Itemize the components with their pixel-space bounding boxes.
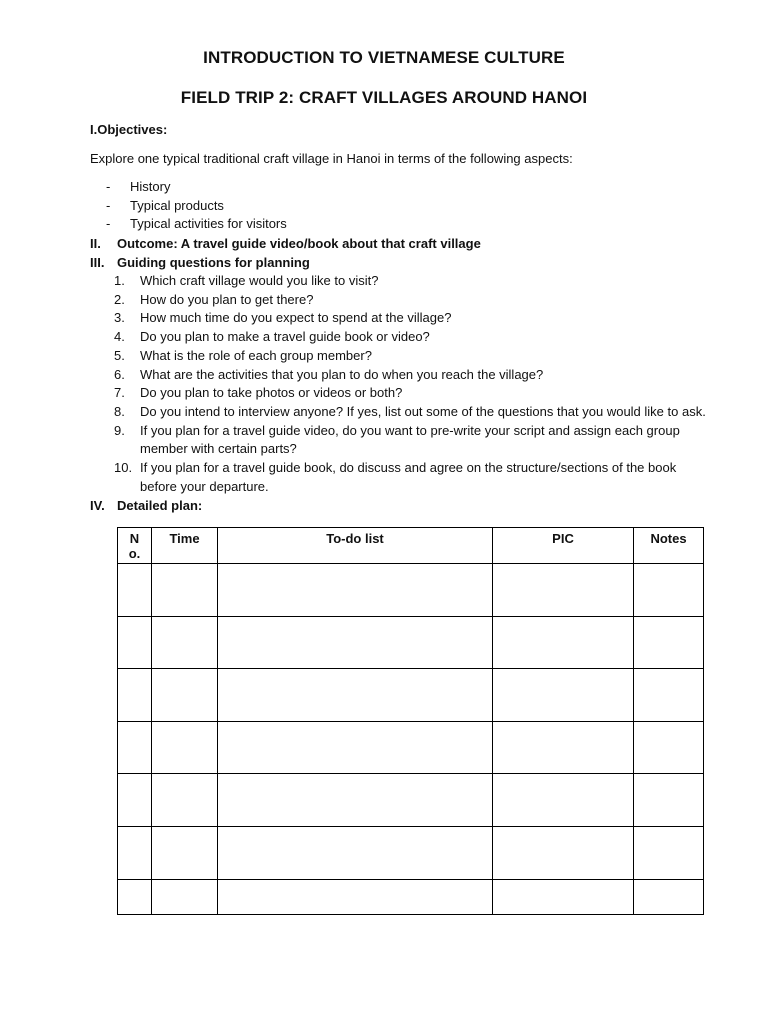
- question-number: 8.: [114, 403, 125, 419]
- section-number: II.: [90, 236, 101, 251]
- table-cell[interactable]: [118, 721, 152, 774]
- table-cell[interactable]: [634, 774, 704, 827]
- bullet-text: Typical activities for visitors: [130, 216, 287, 232]
- table-cell[interactable]: [634, 721, 704, 774]
- list-item: [114, 347, 714, 366]
- table-cell[interactable]: [493, 879, 634, 914]
- bullet-dash: -: [106, 179, 111, 194]
- list-item: [114, 328, 714, 347]
- question-number: 2.: [114, 291, 125, 307]
- bullet-dash: -: [106, 197, 111, 213]
- question-text: Do you plan to make a travel guide book or video?: [140, 329, 430, 345]
- list-item: [114, 366, 714, 385]
- table-cell[interactable]: [152, 826, 218, 879]
- document-title: INTRODUCTION TO VIETNAMESE CULTURE: [203, 48, 565, 67]
- detailed-plan-table: [117, 527, 704, 915]
- objectives-heading: I.Objectives:: [90, 122, 168, 137]
- table-row: [118, 564, 704, 617]
- table-row: [118, 721, 704, 774]
- list-item: [114, 272, 714, 291]
- table-cell[interactable]: [118, 879, 152, 914]
- objectives-list: [106, 178, 287, 234]
- question-number: 9.: [114, 422, 125, 438]
- list-item: [106, 215, 287, 234]
- table-cell[interactable]: [218, 669, 493, 722]
- table-cell[interactable]: [634, 616, 704, 669]
- table-cell[interactable]: [152, 879, 218, 914]
- objectives-intro: Explore one typical traditional craft village in Hanoi in terms of the following aspects:: [90, 151, 573, 166]
- table-cell[interactable]: [218, 721, 493, 774]
- table-row: [118, 879, 704, 914]
- table-cell[interactable]: [493, 669, 634, 722]
- column-header-no-label: No.: [128, 531, 141, 561]
- table-cell[interactable]: [493, 774, 634, 827]
- table-cell[interactable]: [493, 616, 634, 669]
- table-cell[interactable]: [152, 721, 218, 774]
- question-number: 4.: [114, 329, 125, 345]
- list-item: [114, 403, 714, 422]
- section-text: Guiding questions for planning: [117, 255, 310, 270]
- document-subtitle: FIELD TRIP 2: CRAFT VILLAGES AROUND HANOI: [180, 88, 588, 107]
- table-cell[interactable]: [118, 564, 152, 617]
- table-cell[interactable]: [218, 774, 493, 827]
- table-cell[interactable]: [152, 616, 218, 669]
- table-row: [118, 774, 704, 827]
- table-row: [118, 669, 704, 722]
- list-item: [114, 291, 714, 310]
- table-cell[interactable]: [118, 826, 152, 879]
- table-cell[interactable]: [218, 826, 493, 879]
- table-cell[interactable]: [218, 879, 493, 914]
- table-cell[interactable]: [152, 774, 218, 827]
- table-cell[interactable]: [493, 564, 634, 617]
- list-item: [114, 309, 714, 328]
- table-cell[interactable]: [493, 826, 634, 879]
- column-header-notes: Notes: [634, 528, 704, 564]
- detailed-plan-heading: [90, 497, 202, 515]
- table-cell[interactable]: [118, 616, 152, 669]
- question-number: 1.: [114, 273, 125, 288]
- bullet-text: Typical products: [130, 197, 224, 213]
- list-item: [106, 178, 287, 197]
- question-number: 7.: [114, 385, 125, 401]
- bullet-text: History: [130, 179, 171, 194]
- column-header-todo: To-do list: [218, 528, 493, 564]
- question-text: If you plan for a travel guide book, do discuss and agree on the structure/sections of the book before your departure.: [140, 460, 677, 494]
- section-text: Outcome: A travel guide video/book about that craft village: [117, 236, 481, 251]
- section-number: IV.: [90, 498, 105, 513]
- table-cell[interactable]: [218, 616, 493, 669]
- table-cell[interactable]: [493, 721, 634, 774]
- table-cell[interactable]: [634, 879, 704, 914]
- list-item: [114, 422, 714, 459]
- guiding-questions-list: [114, 272, 714, 496]
- guiding-heading: [90, 254, 310, 272]
- question-number: 5.: [114, 347, 125, 363]
- column-header-time: Time: [152, 528, 218, 564]
- question-text: Which craft village would you like to visit?: [140, 273, 379, 288]
- table-cell[interactable]: [218, 564, 493, 617]
- table-cell[interactable]: [152, 669, 218, 722]
- section-text: Detailed plan:: [117, 498, 203, 513]
- question-text: If you plan for a travel guide video, do you want to pre-write your script and assign each group member with certain parts?: [140, 422, 680, 457]
- table-row: [118, 616, 704, 669]
- table-cell[interactable]: [118, 774, 152, 827]
- column-header-pic: PIC: [493, 528, 634, 564]
- table-cell[interactable]: [634, 826, 704, 879]
- table-cell[interactable]: [152, 564, 218, 617]
- question-text: How much time do you expect to spend at the village?: [140, 310, 452, 326]
- outcome-heading: [90, 235, 481, 253]
- table-cell[interactable]: [118, 669, 152, 722]
- question-text: How do you plan to get there?: [140, 291, 314, 307]
- question-text: Do you intend to interview anyone? If yes, list out some of the questions that you would like to ask.: [140, 403, 706, 419]
- question-text: What are the activities that you plan to do when you reach the village?: [140, 366, 544, 382]
- question-number: 6.: [114, 366, 125, 382]
- question-text: What is the role of each group member?: [140, 347, 372, 363]
- question-text: Do you plan to take photos or videos or both?: [140, 385, 403, 401]
- table-cell[interactable]: [634, 564, 704, 617]
- question-number: 10.: [114, 460, 133, 476]
- column-header-no: [118, 528, 152, 564]
- list-item: [114, 384, 714, 403]
- section-number: III.: [90, 255, 105, 270]
- table-row: [118, 826, 704, 879]
- table-header-row: [118, 528, 704, 564]
- question-number: 3.: [114, 310, 125, 326]
- bullet-dash: -: [106, 216, 111, 232]
- list-item: [106, 197, 287, 216]
- list-item: [114, 459, 714, 496]
- table-cell[interactable]: [634, 669, 704, 722]
